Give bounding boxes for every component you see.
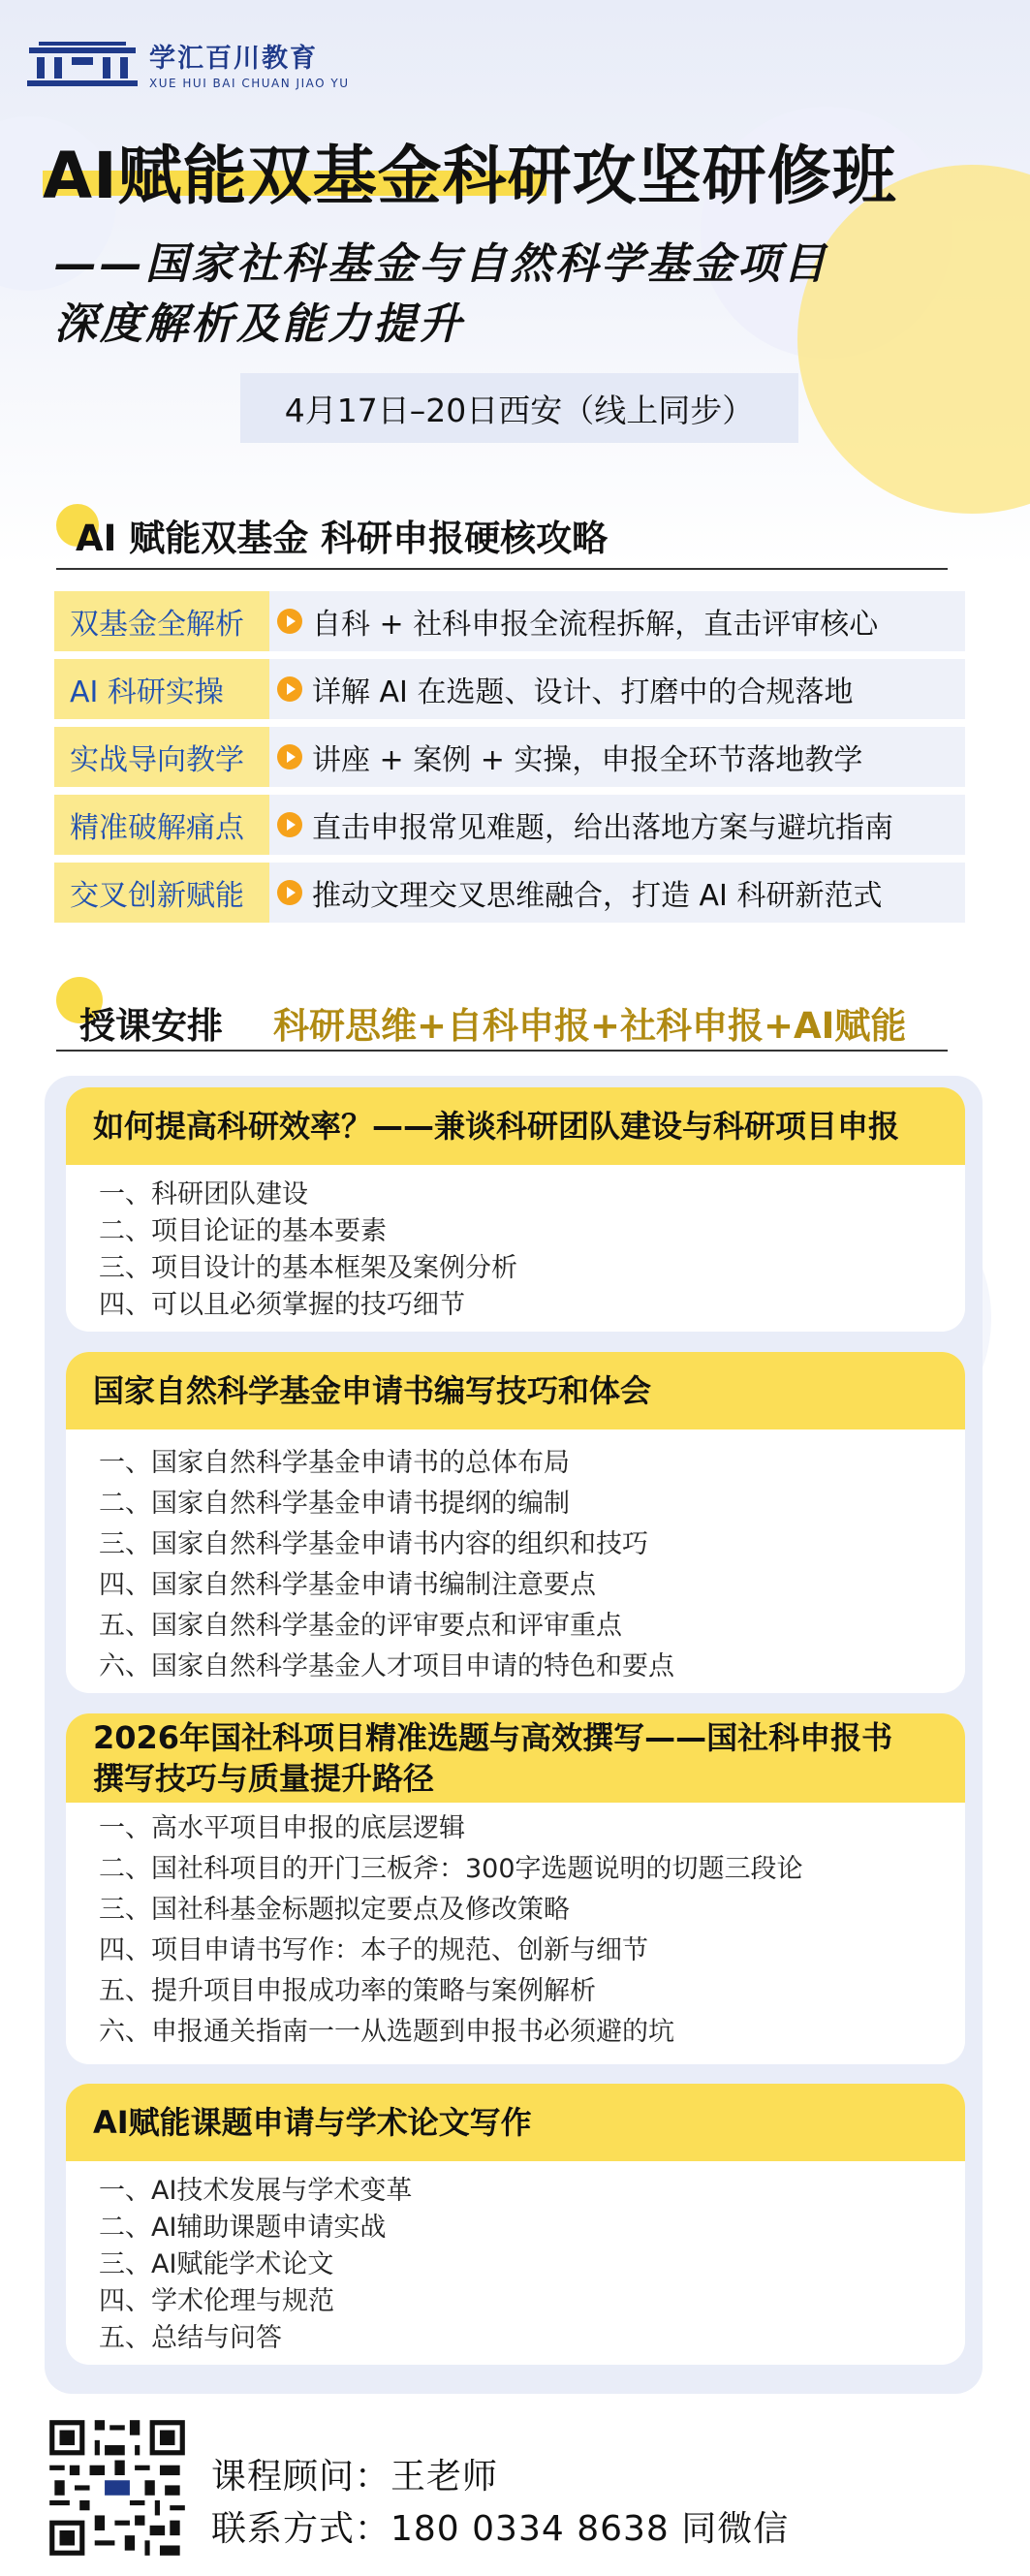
brand-logo: [25, 37, 350, 90]
page-subtitle-line2: 深度解析及能力提升: [54, 299, 464, 349]
course-card: [66, 1087, 965, 1332]
course-item: 六、申报通关指南一一从选题到申报书必须避的坑: [99, 2017, 674, 2047]
course-card: [66, 1352, 965, 1693]
feature-desc: 直击申报常见难题，给出落地方案与避坑指南: [312, 811, 893, 845]
course-item: 三、国家自然科学基金申请书内容的组织和技巧: [99, 1529, 648, 1559]
feature-row: [54, 727, 965, 787]
feature-row: [54, 659, 965, 719]
course-item: 一、国家自然科学基金申请书的总体布局: [99, 1448, 570, 1478]
feature-desc: 推动文理交叉思维融合，打造 AI 科研新范式: [312, 879, 883, 913]
feature-label: 实战导向教学: [54, 727, 269, 787]
course-item: 一、高水平项目申报的底层逻辑: [99, 1813, 465, 1843]
play-arrow-icon: [277, 676, 302, 702]
course-item: 四、项目申请书写作：本子的规范、创新与细节: [99, 1935, 648, 1965]
date-text: 4月17日–20日西安（线上同步）: [284, 391, 755, 429]
course-card-title-text: 国家自然科学基金申请书编写技巧和体会: [93, 1372, 652, 1409]
feature-desc-container: [269, 659, 965, 719]
course-card-title-text: 如何提高科研效率？——兼谈科研团队建设与科研项目申报: [93, 1108, 900, 1145]
course-item: 六、国家自然科学基金人才项目申请的特色和要点: [99, 1651, 674, 1681]
feature-row: [54, 863, 965, 923]
qr-code-icon[interactable]: [45, 2415, 190, 2560]
course-card-title: [66, 1352, 965, 1429]
course-card-title-line2: 撰写技巧与质量提升路径: [93, 1760, 435, 1797]
course-item: 四、学术伦理与规范: [99, 2286, 334, 2316]
section1-title: AI 赋能双基金 科研申报硬核攻略: [76, 518, 609, 559]
course-item: 五、提升项目申报成功率的策略与案例解析: [99, 1976, 596, 2006]
brand-name-cn: 学汇百川教育: [149, 44, 318, 74]
course-item: 四、国家自然科学基金申请书编制注意要点: [99, 1570, 596, 1600]
feature-label: 双基金全解析: [54, 591, 269, 651]
feature-desc-container: [269, 795, 965, 855]
date-banner: [240, 373, 798, 443]
course-item: 二、国社科项目的开门三板斧：300字选题说明的切题三段论: [99, 1854, 803, 1884]
page-title: AI赋能双基金科研攻坚研修班: [43, 139, 897, 213]
advisor-name: 课程顾问：王老师: [211, 2457, 499, 2497]
feature-label: 交叉创新赋能: [54, 863, 269, 923]
course-card: [66, 2084, 965, 2365]
course-card-body: [66, 1429, 965, 1687]
feature-desc-container: [269, 727, 965, 787]
section2-divider: [56, 1050, 948, 1052]
course-card-title: [66, 1713, 965, 1803]
feature-desc: 讲座 + 案例 + 实操，申报全环节落地教学: [312, 743, 863, 777]
course-card-body: [66, 2161, 965, 2357]
course-item: 二、国家自然科学基金申请书提纲的编制: [99, 1489, 570, 1519]
course-item: 一、科研团队建设: [99, 1179, 308, 1209]
course-card-body: [66, 1165, 965, 1324]
course-item: 二、AI辅助课题申请实战: [99, 2213, 387, 2243]
page-subtitle-line1: ——国家社科基金与自然科学基金项目: [54, 239, 828, 289]
course-item: 三、AI赋能学术论文: [99, 2249, 334, 2279]
course-card: [66, 1713, 965, 2064]
feature-desc-container: [269, 863, 965, 923]
play-arrow-icon: [277, 744, 302, 770]
feature-desc: 详解 AI 在选题、设计、打磨中的合规落地: [312, 675, 854, 709]
contact-phone[interactable]: 联系方式：180 0334 8638 同微信: [211, 2509, 790, 2549]
course-item: 一、AI技术发展与学术变革: [99, 2176, 413, 2206]
course-card-title: [66, 1087, 965, 1165]
feature-label: AI 科研实操: [54, 659, 269, 719]
feature-row: [54, 795, 965, 855]
play-arrow-icon: [277, 812, 302, 837]
building-logo-icon: [25, 42, 140, 86]
course-card-title-text: AI赋能课题申请与学术论文写作: [93, 2104, 532, 2141]
feature-label: 精准破解痛点: [54, 795, 269, 855]
feature-row: [54, 591, 965, 651]
feature-desc: 自科 + 社科申报全流程拆解，直击评审核心: [312, 608, 879, 642]
brand-name-en: XUE HUI BAI CHUAN JIAO YU: [149, 77, 350, 90]
section1-divider: [56, 568, 948, 570]
course-item: 三、国社科基金标题拟定要点及修改策略: [99, 1895, 570, 1925]
course-item: 五、国家自然科学基金的评审要点和评审重点: [99, 1611, 622, 1641]
course-item: 二、项目论证的基本要素: [99, 1216, 387, 1246]
course-card-title: [66, 2084, 965, 2161]
course-item: 四、可以且必须掌握的技巧细节: [99, 1290, 465, 1320]
course-card-title-line1: 2026年国社科项目精准选题与高效撰写——国社科申报书: [93, 1719, 893, 1756]
section2-subtitle: 科研思维+自科申报+社科申报+AI赋能: [273, 1005, 907, 1047]
feature-desc-container: [269, 591, 965, 651]
play-arrow-icon: [277, 609, 302, 634]
play-arrow-icon: [277, 880, 302, 905]
course-card-body: [66, 1803, 965, 2053]
section2-title: 授课安排: [79, 1005, 223, 1047]
course-item: 五、总结与问答: [99, 2323, 282, 2353]
course-item: 三、项目设计的基本框架及案例分析: [99, 1253, 517, 1283]
